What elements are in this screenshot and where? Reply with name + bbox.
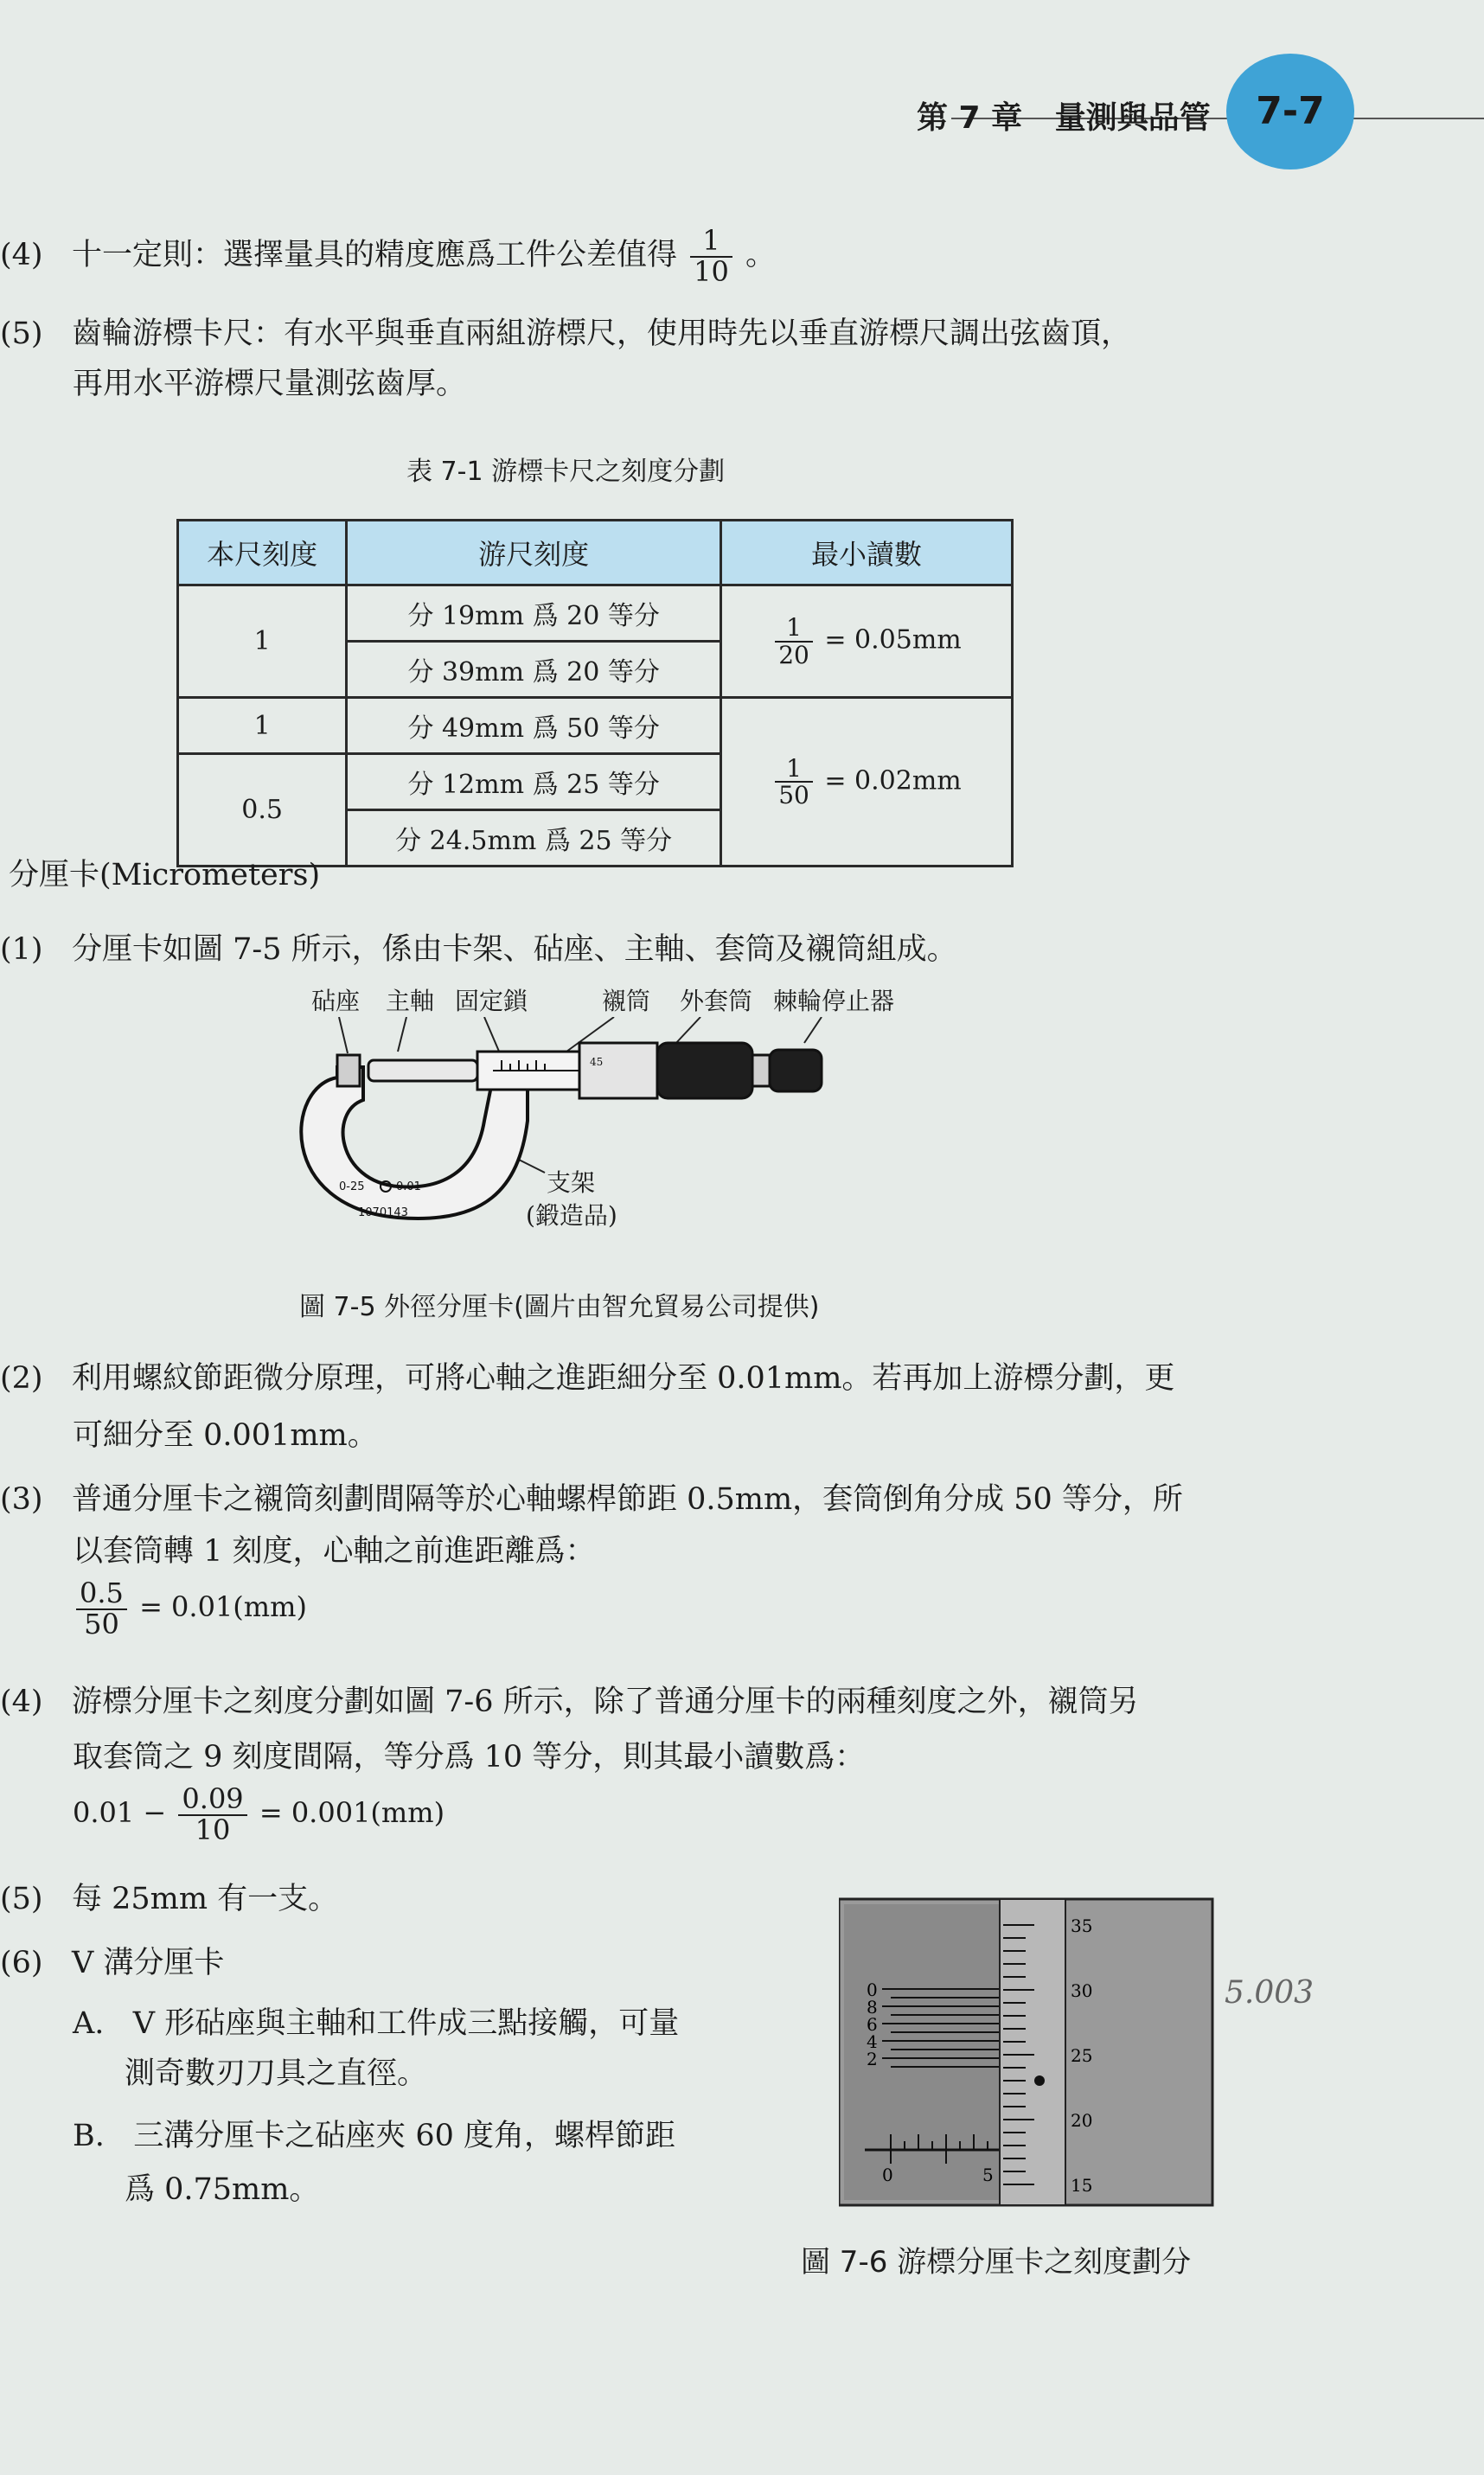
item-per-25mm <box>0 1878 338 1920</box>
item-text-line2: 再用水平游標尺量測弦齒厚。 <box>73 367 467 401</box>
table-row <box>178 698 1013 754</box>
thimble-mark: 45 <box>590 1056 604 1068</box>
table-cell-reading: $\frac{1}{50}$ = 0.02mm <box>720 698 1012 867</box>
item-micrometer-parts <box>0 929 957 970</box>
sleeve-number-5: 5 <box>982 2165 994 2185</box>
item-text-line2: 可細分至 0.001mm。 <box>73 1418 378 1453</box>
frame-stamp-range: 0-25 <box>339 1180 365 1193</box>
thimble-number-35: 35 <box>1071 1915 1093 1936</box>
chapter-number: 第 7 章 <box>917 100 1023 136</box>
label-anvil: 砧座 <box>311 987 361 1015</box>
knurled-grip-shape <box>657 1043 752 1098</box>
item-v-groove-b-cont: 爲 0.75mm。 <box>125 2172 320 2207</box>
formula-thimble-step: $\frac{0.5}{50}$ = 0.01(mm) <box>73 1579 307 1639</box>
ratchet-shape <box>770 1050 822 1091</box>
formula-min-reading: 0.01 − $\frac{0.09}{10}$ = 0.001(mm) <box>73 1782 445 1846</box>
item-v-groove <box>0 1942 224 1984</box>
table-header-vernier-scale: 游尺刻度 <box>347 521 721 585</box>
item-number: (3) <box>0 1482 43 1517</box>
label-sleeve: 襯筒 <box>602 987 651 1015</box>
item-text-line1: 利用螺紋節距微分原理，可將心軸之進距細分至 0.01mm。若再加上游標分劃，更 <box>71 1361 1175 1396</box>
vernier-number-8: 8 <box>867 1997 878 2018</box>
item-text-line1: 普通分厘卡之襯筒刻劃間隔等於心軸螺桿節距 0.5mm，套筒倒角分成 50 等分，所 <box>71 1482 1183 1517</box>
vernier-micrometer-scale-figure <box>839 1890 1219 2210</box>
thimble-shape <box>579 1043 657 1098</box>
vernier-number-0: 0 <box>867 1979 878 2000</box>
item-number: (4) <box>0 1685 43 1719</box>
thimble-number-15: 15 <box>1071 2175 1093 2196</box>
vernier-number-6: 6 <box>867 2014 878 2035</box>
label-frame-forged: (鍛造品) <box>526 1201 617 1230</box>
table-cell: 1 <box>178 698 347 754</box>
table-header-row <box>178 521 1013 585</box>
reading-dot <box>1034 2075 1045 2086</box>
item-gear-vernier <box>0 313 1131 355</box>
page-number-badge: 7-7 <box>1226 54 1354 169</box>
item-number: (6) <box>0 1946 43 1980</box>
spindle-shape <box>368 1060 477 1081</box>
fraction: $\frac{1}{20}$ <box>775 615 813 668</box>
table-cell: 0.5 <box>178 754 347 867</box>
frame-stamp-resolution: 0.01 <box>396 1180 421 1193</box>
section-title: 分厘卡(Micrometers) <box>9 858 321 892</box>
fraction: $\frac{0.09}{10}$ <box>178 1785 246 1845</box>
item-v-groove-b: B. 三溝分厘卡之砧座夾 60 度角，螺桿節距 <box>73 2119 676 2153</box>
vernier-number-4: 4 <box>867 2031 878 2052</box>
thimble-number-20: 20 <box>1071 2110 1093 2131</box>
item-eleven-rule: (4) 十一定則：選擇量具的精度應爲工件公差值得 $\frac{1}{10}$ 。 <box>0 224 776 288</box>
chapter-title: 量測與品管 <box>1054 100 1211 136</box>
label-frame: 支架 <box>547 1168 596 1197</box>
item-number: (5) <box>0 1882 43 1916</box>
table-cell: 1 <box>178 585 347 698</box>
label-lock: 固定鎖 <box>455 987 528 1015</box>
vernier-number-2: 2 <box>867 2049 878 2069</box>
item-number: (2) <box>0 1361 43 1396</box>
handwritten-note: 5.003 <box>1225 1975 1314 2011</box>
sleeve-number-0: 0 <box>882 2165 893 2185</box>
label-ratchet: 棘輪停止器 <box>773 987 895 1015</box>
item-ordinary-micrometer <box>0 1479 1183 1520</box>
table-cell: 分 24.5mm 爲 25 等分 <box>347 810 721 867</box>
item-text: 分厘卡如圖 7-5 所示，係由卡架、砧座、主軸、套筒及襯筒組成。 <box>71 932 957 967</box>
fraction: $\frac{0.5}{50}$ <box>76 1579 127 1639</box>
item-vernier-micrometer <box>0 1681 1139 1723</box>
table-header-min-reading: 最小讀數 <box>720 521 1012 585</box>
item-text-line2: 取套筒之 9 刻度間隔，等分爲 10 等分，則其最小讀數爲： <box>73 1740 866 1775</box>
item-thread-principle <box>0 1358 1174 1399</box>
thimble-number-25: 25 <box>1071 2045 1093 2066</box>
label-thimble: 外套筒 <box>680 987 753 1015</box>
table-caption: 表 7-1 游標卡尺之刻度分劃 <box>406 457 726 487</box>
item-v-groove-a-cont: 測奇數刃刀具之直徑。 <box>125 2056 428 2091</box>
fraction: $\frac{1}{50}$ <box>775 756 813 809</box>
item-number: (1) <box>0 932 43 967</box>
thimble-number-30: 30 <box>1071 1980 1093 2001</box>
table-header-main-scale: 本尺刻度 <box>178 521 347 585</box>
anvil-shape <box>337 1055 360 1086</box>
item-text-line2: 以套筒轉 1 刻度，心軸之前進距離爲： <box>73 1534 596 1569</box>
table-cell: 分 19mm 爲 20 等分 <box>347 585 721 642</box>
item-text-line1: 齒輪游標卡尺：有水平與垂直兩組游標尺，使用時先以垂直游標尺調出弦齒頂， <box>71 317 1131 351</box>
frame-stamp-serial: 1070143 <box>358 1206 408 1219</box>
table-cell: 分 12mm 爲 25 等分 <box>347 754 721 810</box>
item-v-groove-a: A. V 形砧座與主軸和工件成三點接觸，可量 <box>73 2006 680 2041</box>
fraction: $\frac{1}{10}$ <box>690 227 732 286</box>
vernier-scale-table <box>176 519 1014 867</box>
table-row <box>178 585 1013 642</box>
micrometer-illustration <box>268 1017 839 1242</box>
chapter-header <box>917 93 1211 138</box>
table-cell: 分 49mm 爲 50 等分 <box>347 698 721 754</box>
label-spindle: 主軸 <box>386 987 435 1015</box>
table-cell-reading: $\frac{1}{20}$ = 0.05mm <box>720 585 1012 698</box>
item-text-line1: 游標分厘卡之刻度分劃如圖 7-6 所示，除了普通分厘卡的兩種刻度之外，襯筒另 <box>71 1685 1139 1719</box>
figure-7-6-caption: 圖 7-6 游標分厘卡之刻度劃分 <box>801 2245 1192 2280</box>
item-text: 十一定則：選擇量具的精度應爲工件公差值得 <box>71 238 677 273</box>
item-number: (5) <box>0 317 43 351</box>
item-text: 每 25mm 有一支。 <box>71 1882 339 1916</box>
figure-7-5-caption: 圖 7-5 外徑分厘卡(圖片由智允貿易公司提供) <box>299 1292 820 1322</box>
item-text: V 溝分厘卡 <box>71 1946 225 1980</box>
table-cell: 分 39mm 爲 20 等分 <box>347 642 721 698</box>
item-number: (4) <box>0 238 43 273</box>
